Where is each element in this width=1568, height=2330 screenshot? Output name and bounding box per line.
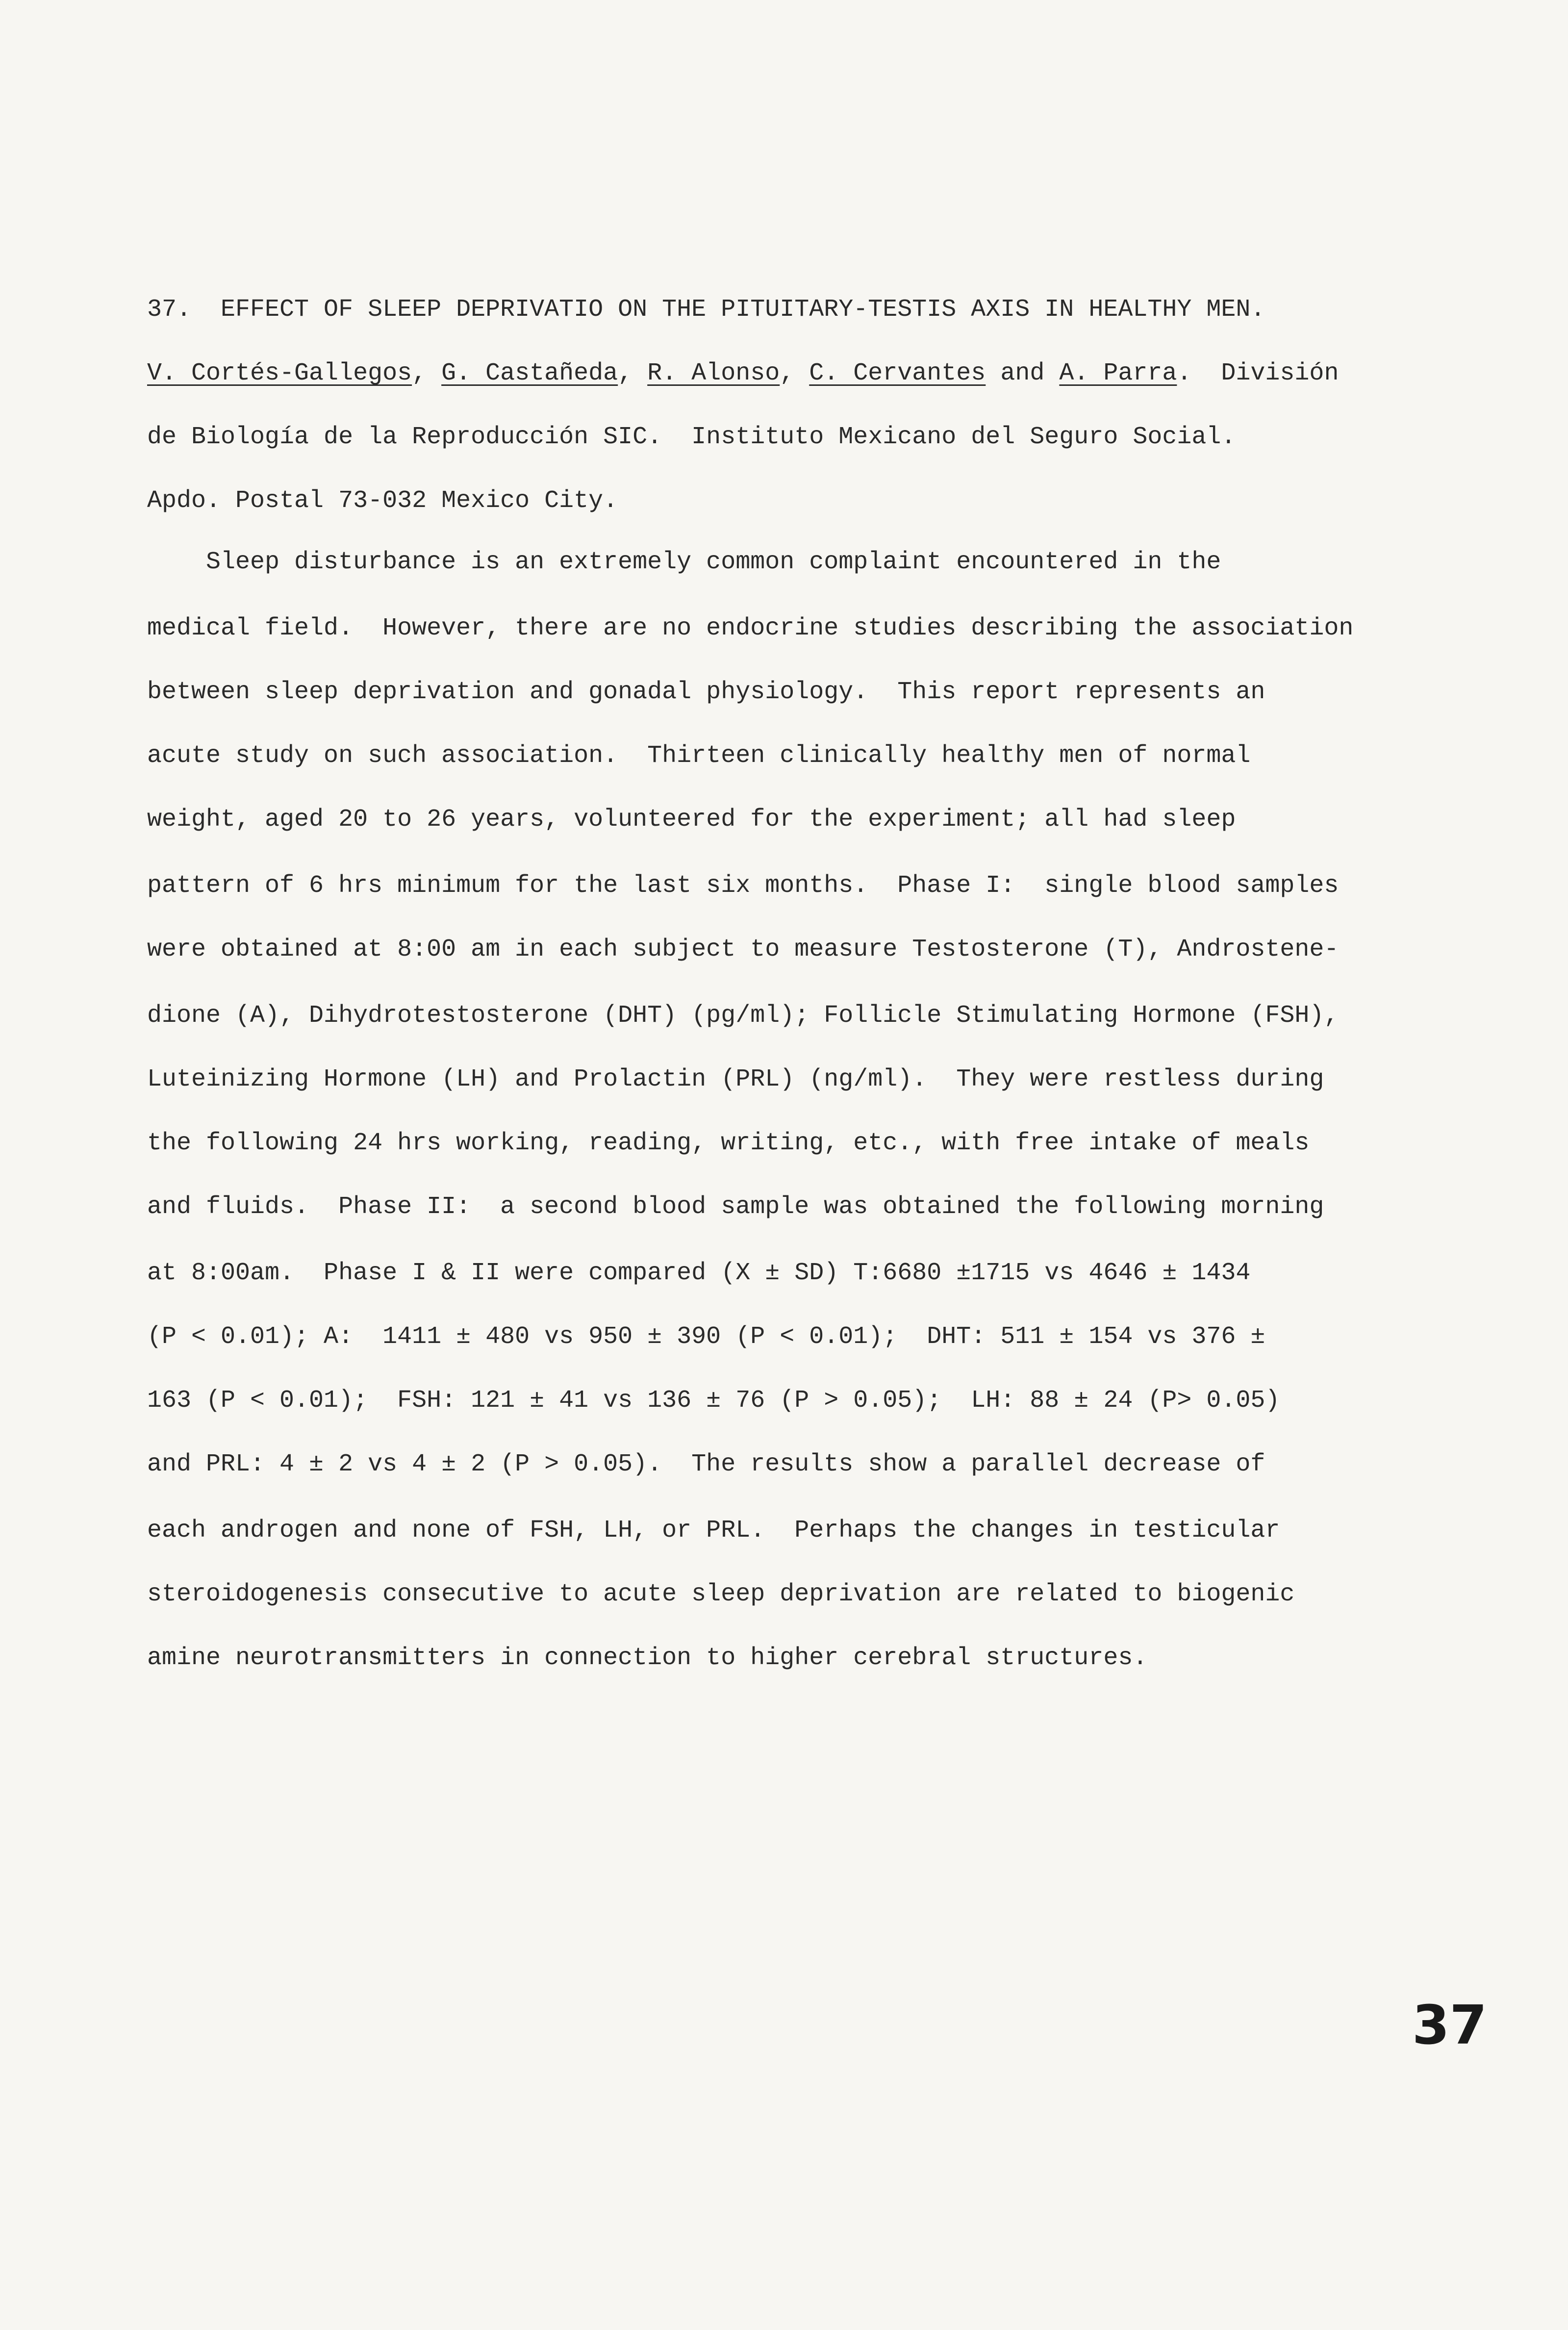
author-3: R. Alonso (647, 359, 780, 387)
author-4: C. Cervantes (809, 359, 986, 387)
body-line: dione (A), Dihydrotestosterone (DHT) (pg/ml); Follicle Stimulating Hormone (FSH), (147, 1002, 1339, 1030)
body-line: the following 24 hrs working, reading, writing, etc., with free intake of meals (147, 1129, 1310, 1157)
body-line: amine neurotransmitters in connection to higher cerebral structures. (147, 1644, 1148, 1672)
author-separator: , (412, 359, 442, 387)
author-separator: , (780, 359, 809, 387)
author-separator: , (618, 359, 648, 387)
author-1: V. Cortés-Gallegos (147, 359, 412, 387)
affiliation-line: de Biología de la Reproducción SIC. Instituto Mexicano del Seguro Social. (147, 423, 1236, 451)
body-line: 163 (P < 0.01); FSH: 121 ± 41 vs 136 ± 76 (P > 0.05); LH: 88 ± 24 (P> 0.05) (147, 1387, 1280, 1415)
body-line: weight, aged 20 to 26 years, volunteered for the experiment; all had sleep (147, 806, 1236, 834)
page-number: 37 (1412, 1994, 1488, 2056)
body-line: (P < 0.01); A: 1411 ± 480 vs 950 ± 390 (P < 0.01); DHT: 511 ± 154 vs 376 ± (147, 1323, 1265, 1351)
body-line: and PRL: 4 ± 2 vs 4 ± 2 (P > 0.05). The results show a parallel decrease of (147, 1450, 1265, 1478)
body-line: were obtained at 8:00 am in each subject to measure Testosterone (T), Androstene- (147, 936, 1339, 963)
address-line: Apdo. Postal 73-032 Mexico City. (147, 487, 618, 515)
body-line: between sleep deprivation and gonadal physiology. This report represents an (147, 678, 1265, 706)
affiliation-start: . División (1177, 359, 1339, 387)
body-line: Luteinizing Hormone (LH) and Prolactin (PRL) (ng/ml). They were restless during (147, 1065, 1324, 1093)
body-line: Sleep disturbance is an extremely common complaint encountered in the (147, 548, 1221, 576)
author-line (147, 358, 1339, 389)
body-line: acute study on such association. Thirteen clinically healthy men of normal (147, 742, 1251, 770)
body-line: pattern of 6 hrs minimum for the last six months. Phase I: single blood samples (147, 872, 1339, 900)
author-conjunction: and (986, 359, 1060, 387)
body-line: and fluids. Phase II: a second blood sample was obtained the following morning (147, 1193, 1324, 1221)
abstract-title: 37. EFFECT OF SLEEP DEPRIVATIO ON THE PITUITARY-TESTIS AXIS IN HEALTHY MEN. (147, 296, 1265, 324)
body-line: each androgen and none of FSH, LH, or PRL. Perhaps the changes in testicular (147, 1517, 1280, 1545)
body-line: steroidogenesis consecutive to acute sleep deprivation are related to biogenic (147, 1580, 1295, 1608)
author-5: A. Parra (1059, 359, 1177, 387)
body-line: medical field. However, there are no endocrine studies describing the association (147, 614, 1354, 642)
author-2: G. Castañeda (441, 359, 618, 387)
body-line: at 8:00am. Phase I & II were compared (X ± SD) T:6680 ±1715 vs 4646 ± 1434 (147, 1259, 1251, 1287)
